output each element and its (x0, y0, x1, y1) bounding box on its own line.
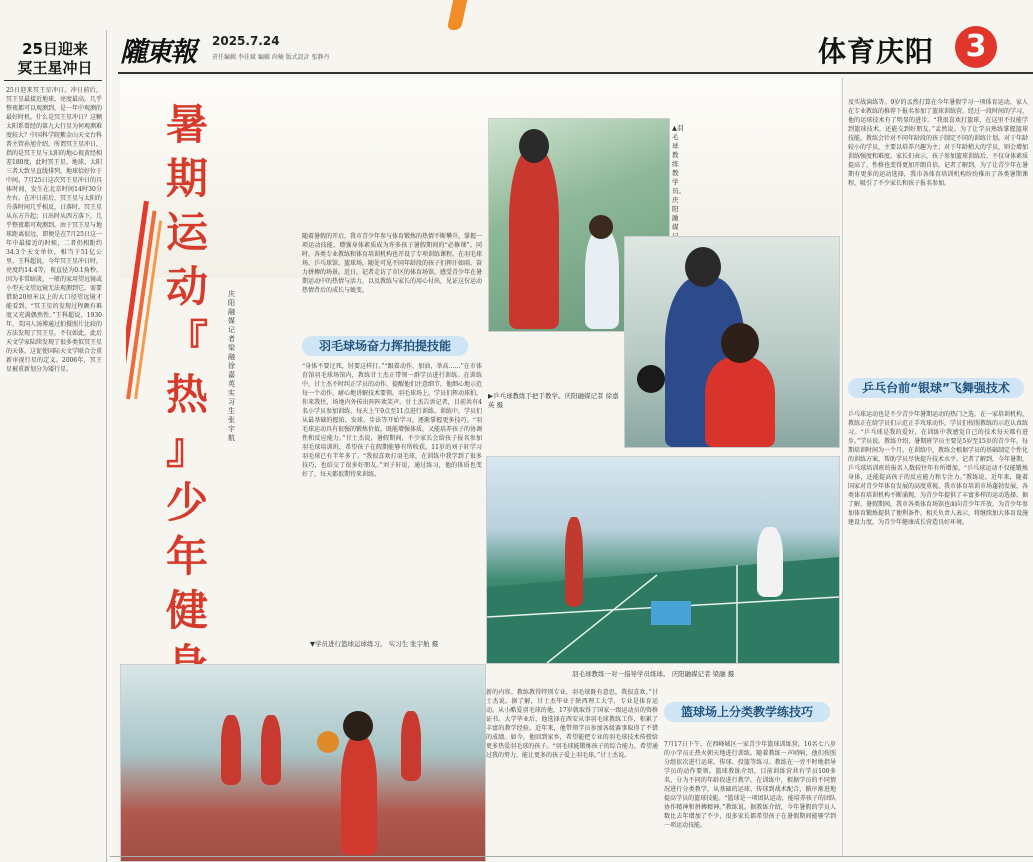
headline-char: 期 (165, 154, 208, 203)
photo1-caption: ▲羽毛球教练教学员。庆阳融媒 (672, 124, 685, 231)
court-lines (487, 457, 839, 663)
paddle-icon (637, 365, 665, 393)
left-headline-line1: 25日迎来 (22, 40, 88, 58)
photo2-caption: ▶乒乓球教练手把手教学。庆阳融媒记者 徐嘉英 摄 (488, 392, 619, 409)
left-headline (6, 40, 104, 78)
basketball-icon (317, 731, 339, 753)
headline-char: 少 (165, 478, 208, 527)
column-divider (842, 78, 843, 856)
figure-basketball-student (401, 711, 421, 781)
intro-paragraph: 随着暑假的开启，我市青少年参与体育锻炼的热情不断攀升，掌握一项运动技能、增强身体素质成为许多孩子暑假期间的“必修课”。同时，各类专业教练和体育培训机构也开设了专项训练课程。在羽毛球场、乒乓球馆、篮球场，随处可见不同年龄段的孩子们挥汗如雨、奋力拼搏的场景。近日，记者走访了市区的体育场馆，感受青少年在暑期运动中的热情与活力，以及教练与家长的用心付出，见证这份运动热情背后的成长与蜕变。 (302, 233, 482, 294)
figure-pingpong-child-head (721, 323, 759, 363)
pingpong-body: 乒乓球运动也是不少青少年暑期运动的热门之选。在一家培训机构，教练正在给学员们示范正手攻球动作，学员们按照教练的示范认真练习。“乒乓球是我的爱好，在训练中我感觉自己的技术每天都有进步。”学员说。教练介绍，暑期班学员主要是5岁至15岁的青少年，每期培训时间为一个月。在训练中，教练会根据学员的基础制定个性化的训练方案，帮助学员尽快提升技术水平。记者了解到，今年暑期，乒乓球培训班的报名人数较往年有所增加。“乒乓球运动不仅能锻炼身体，还能提高孩子的反应能力和专注力。”教练说。近年来，随着国家对青少年体育发展的高度重视，我市体育培训市场蓬勃发展，各类体育培训机构不断涌现，为青少年提供了丰富多样的运动选择。据了解，暑假期间，我市各类体育场馆也面向青少年开放，为青少年参加体育锻炼提供了便利条件。相关负责人表示，将继续加大体育设施建设力度，为青少年健康成长营造良好环境。 (848, 411, 1028, 526)
photo-badminton-court (486, 456, 840, 664)
page-number-badge: 3 (955, 26, 997, 68)
figure-pingpong-child (705, 357, 775, 447)
figure-coach (509, 149, 559, 329)
headline-char: 动 (165, 262, 208, 311)
badminton-body-continued: 新的内容。教练教得特别专业，羽毛球既有意思，我很喜欢。”甘士杰说。据了解，甘士杰毕业于陕西理工大学，专业是体育运动。从小酷爱羽毛球的他，17岁就取得了国家一级运动员的资格证书。大学毕业后，他选择在西安从事羽毛球教练工作，积累了丰富的教学经验。近年来，他带领学员参加各级赛事取得了不错的成绩。如今，他回到家乡，希望能把专业的羽毛球技术传授给更多热爱羽毛球的孩子。“羽毛球能锻炼孩子的综合能力，希望通过我的努力，能让更多的孩子爱上羽毛球。”甘士杰说。 (486, 689, 658, 759)
headline-char: 热 (165, 370, 208, 419)
left-headline-line2: 冥王星冲日 (17, 59, 93, 77)
headline-char: 『 (165, 316, 208, 365)
figure-basketball-student (261, 715, 281, 785)
photo-pingpong-coach (624, 236, 840, 448)
figure-badminton-student (757, 527, 783, 597)
issue-date: 2025.7.24 (212, 34, 280, 48)
figure-child-head (589, 215, 613, 239)
photo-basketball-drills (120, 664, 486, 862)
editor-credits: 責任編輯 李佳斌 編輯 尚楠 版式設計 張静丹 (212, 54, 330, 61)
figure-badminton-coach (565, 517, 583, 607)
decorative-stripe (447, 0, 467, 30)
basketball-body-continued: 及实战演练等。9岁的孟然打算在今年暑假学习一项体育运动，家人在专业教练的推荐下报名参加了篮球训练营。经过一段时间的学习，他的运球技术有了明显的进步。“我很喜欢打篮球，在这里不仅能学到篮球技术，还能交到好朋友。”孟然说。为了让学员熟练掌握篮球技能，教练会针对不同年龄段的孩子制定不同的训练计划。对于年龄较小的学员，主要以培养兴趣为主；对于年龄稍大的学员，则会增加训练强度和难度。家长们表示，孩子参加篮球训练后，不仅身体素质提高了，性格也变得更加开朗自信。记者了解到，为了让青少年在暑期有更多的运动选择，我市各体育培训机构纷纷推出了各类暑期课程，吸引了不少家长和孩子报名参加。 (848, 99, 1028, 187)
vertical-headline (158, 98, 216, 746)
header-rule (118, 72, 1033, 74)
headline-char: 』 (165, 424, 208, 473)
headline-char: 健 (165, 586, 208, 635)
figure-child (585, 229, 619, 329)
headline-char: 运 (165, 208, 208, 257)
figure-pingpong-coach-head (685, 247, 721, 287)
badminton-body: “身体不要过死，肘要这样打。”“跟着动作，加油，举高……”在市体育馆羽毛球场馆内，教练甘士杰正带领一群学员进行训练。在训练中，甘士杰不时纠正学员的动作，提醒他们注意细节，他细心地示范每一个动作，耐心地讲解技术要领。羽毛球场上，学员们挥动球拍，你来我往，场地内外传出阵阵欢笑声。甘士杰告诉记者，目前共有4名小学员参加训练，每天上午9点至11点进行训练。训练中，学员们从最基础的握拍、发球、步法等开始学习，逐渐掌握更多技巧。“羽毛球运动具有很强的锻炼价值，既能增强体质，又能培养孩子的协调性和反应能力。”甘士杰说，暑假期间，不少家长会给孩子报名参加羽毛球培训班，希望孩子在假期能够有所收获。11岁的刘子轩学习羽毛球已有半年多了。“我很喜欢打羽毛球，在训练中我学到了很多技巧，也结交了很多好朋友。”刘子轩说，通过练习，他的体质也变好了，每天都很期待来训练。 (302, 363, 482, 478)
bottom-rule (110, 856, 1033, 857)
headline-char: 暑 (165, 100, 208, 149)
left-divider (4, 80, 102, 81)
headline-char: 年 (165, 532, 208, 581)
figure-basketball-student-head (343, 711, 373, 741)
page-title: 体育庆阳 (818, 35, 935, 68)
section-heading-badminton: 羽毛球场奋力挥拍提技能 (302, 336, 468, 356)
article-byline: 庆阳融媒记者 梁融 徐嘉英 实习生 张宇航 (228, 290, 235, 442)
section-heading-basketball: 篮球场上分类教学练技巧 (664, 702, 830, 722)
section-heading-pingpong: 乒乓台前“银球”飞舞强技术 (848, 378, 1024, 398)
newspaper-logo: 隴東報 (120, 37, 195, 68)
figure-basketball-student-front (341, 735, 377, 855)
photo3-caption: 羽毛球教练一对一指导学员练球。 庆阳融媒记者 梁融 摄 (572, 670, 735, 678)
left-article-body: 25日迎来冥王星冲日。冲日前后，冥王星最接近地球，亮度最高，几乎整夜都可以观测到，是一年中观测的最好时机。什么是冥王星冲日？这颗太阳系曾经的第九大行星为何观测难度较大？中国科学院紫金山天文台科普主管孙旭介绍，所谓冥王星冲日，指的是冥王星与太阳的地心视黄经相差180度，此时冥王星、地球、太阳三者大致呈直线排列，地球恰好位于中间。7月25日这次冥王星冲日的具体时间，发生在北京时间14时30分左右。在冲日前后，冥王星与太阳的升落时间几乎相反，日落时，冥王星从东方升起；日出时从西方落下，几乎整夜都可观测到。由于冥王星与地球距离很远，即便是在7月25日这一年中最接近的时候，二者仍相距约34.3个天文单位，相当于51亿公里。王科超说，今年冥王星冲日时，亮度约14.4等，视直径为0.1角秒。因为非常暗淡，一般的家用望远镜或小型天文望远镜无法观测到它，需要借助20厘米以上的大口径望远镜才能看到。“冥王星的发现过程颇有难度又充满偶然性。”王科超说，1930年，美国人汤博通过拍摄照片比较的方法发现了冥王星。不仅如此，此后天文学家陆续发现了很多类似冥王星的天体，这促使国际天文学联合会重新审视行星的定义。2006年，冥王星被重新划分为矮行星。 (6, 87, 102, 373)
photo4-caption: ▼学员进行篮球运球练习。 实习生 张宇航 摄 (310, 640, 439, 648)
basketball-body: 7月17日下午，在西峰城区一家青少年篮球训练营，16名七八岁的小学员正热火朝天地进行训练。随着教练一声哨响，他们按照分组依次进行运球、传球、投篮等练习。教练在一旁不时地指导学员的动作要领。篮球教练介绍，目前训练营共有学员100多名，分为不同的年龄段进行教学。在训练中，根据学员的不同情况进行分类教学，从基础的运球、传球到战术配合，循序渐进地提高学员的篮球技能。“篮球是一项团队运动，能培养孩子的团队协作精神和拼搏精神。”教练说。据教练介绍，今年暑假的学员人数比去年增加了不少，很多家长都希望孩子在暑假期间能够学到一项运动技能。 (664, 741, 836, 829)
figure-basketball-student (221, 715, 241, 785)
figure-coach-head (519, 129, 549, 163)
